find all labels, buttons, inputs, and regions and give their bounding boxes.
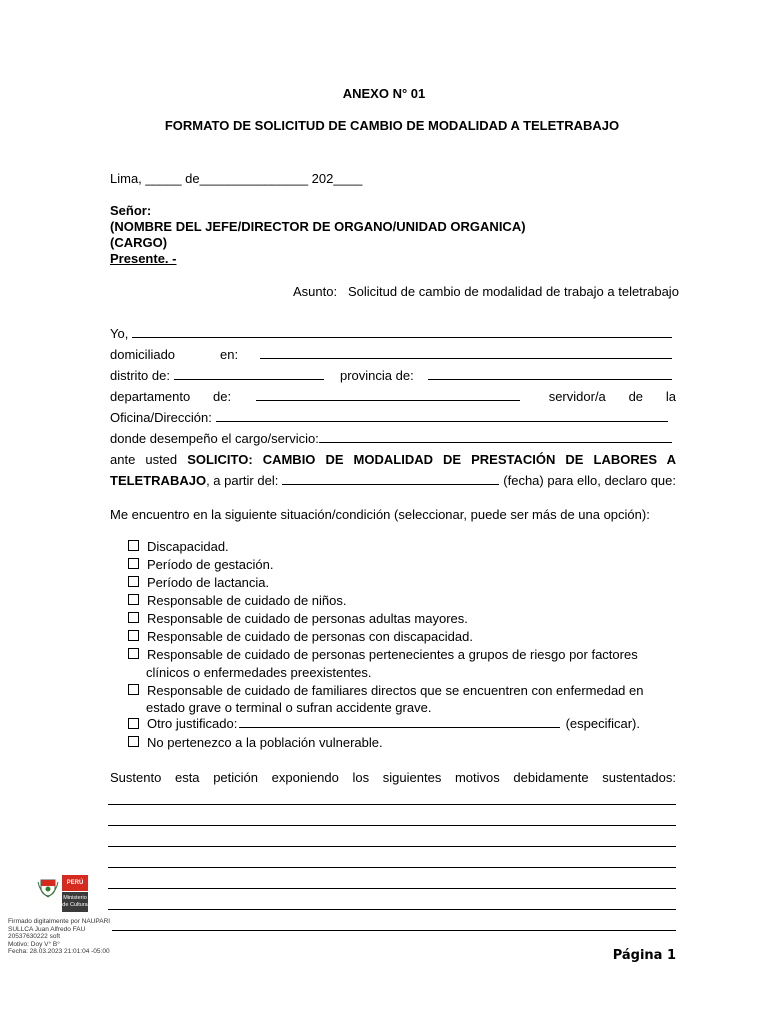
option-risk-groups-cont: clínicos o enfermedades preexistentes. — [146, 665, 372, 680]
option-family-cont: estado grave o terminal o sufran accidente grave. — [146, 700, 432, 715]
greeting: Señor: — [110, 203, 152, 218]
province-label: provincia de: — [339, 368, 414, 383]
boss-position: (CARGO) — [110, 235, 168, 250]
situation-intro: Me encuentro en la siguiente situación/condición (seleccionar, puede ser más de una opción): — [110, 507, 650, 522]
position-blank[interactable] — [319, 431, 672, 443]
de-word: de — [628, 389, 644, 404]
reason-line[interactable] — [108, 867, 676, 868]
name-blank[interactable] — [132, 326, 672, 338]
department-de: de: — [213, 389, 232, 404]
signature-line-4: Motivo: Doy V° B° — [8, 940, 60, 948]
coat-of-arms-icon — [36, 874, 60, 898]
checkbox[interactable] — [128, 558, 139, 569]
reason-line[interactable] — [108, 825, 676, 826]
subject-text: Solicitud de cambio de modalidad de trabajo a teletrabajo — [347, 284, 679, 299]
domicile-line — [110, 347, 676, 362]
telework-word: TELETRABAJO — [110, 473, 207, 488]
subject — [293, 284, 679, 299]
checkbox[interactable] — [128, 612, 139, 623]
yo-label: Yo, — [110, 326, 129, 341]
reason-line[interactable] — [112, 930, 676, 931]
subject-label: Asunto: — [293, 284, 338, 299]
signature-line-2: SULLCA Juan Alfredo FAU — [8, 925, 86, 933]
presente: Presente. - — [110, 251, 177, 266]
solicito-text: SOLICITO: CAMBIO DE MODALIDAD DE PRESTACIÓN DE LABORES A — [187, 452, 676, 467]
request-line — [110, 452, 676, 467]
option-disabled-care[interactable]: Responsable de cuidado de personas con discapacidad. — [128, 628, 473, 645]
option-elderly[interactable]: Responsable de cuidado de personas adultas mayores. — [128, 610, 468, 627]
reason-line[interactable] — [108, 909, 676, 910]
from-label: , a partir del: — [206, 473, 279, 488]
form-title: FORMATO DE SOLICITUD DE CAMBIO DE MODALIDAD A TELETRABAJO — [164, 118, 620, 133]
date-suffix: (fecha) para ello, declaro que: — [503, 473, 676, 488]
office-blank[interactable] — [216, 410, 668, 422]
option-family[interactable]: Responsable de cuidado de familiares directos que se encuentren con enfermedad en — [128, 682, 644, 699]
reason-line[interactable] — [108, 888, 676, 889]
checkbox[interactable] — [128, 630, 139, 641]
option-not-vulnerable[interactable]: No pertenezco a la población vulnerable. — [128, 734, 383, 751]
signature-line-5: Fecha: 28.03.2023 21:01:04 -05:00 — [8, 948, 110, 955]
district-line — [110, 368, 676, 383]
yo-line — [110, 326, 676, 341]
servidor-label: servidor/a — [548, 389, 606, 404]
signature-line-1: Firmado digitalmente por NAUPARI — [8, 918, 111, 925]
position-label: donde desempeño el cargo/servicio: — [110, 431, 319, 446]
page-number: Página 1 — [612, 948, 676, 963]
checkbox[interactable] — [128, 648, 139, 659]
en-label: en: — [220, 347, 239, 362]
option-disability[interactable]: Discapacidad. — [128, 538, 229, 555]
option-other[interactable]: Otro justificado: (especificar). — [128, 715, 640, 732]
checkbox[interactable] — [128, 684, 139, 695]
signature-line-3: 20537630222 soft — [8, 933, 61, 940]
district-label: distrito de: — [110, 368, 170, 383]
checkbox[interactable] — [128, 594, 139, 605]
department-label: departamento — [110, 389, 191, 404]
ministry-logo — [36, 872, 88, 914]
reason-line[interactable] — [108, 804, 676, 805]
peru-badge: PERÚ — [62, 875, 88, 891]
office-line — [110, 410, 676, 425]
date-line: Lima, _____ de_______________ 202____ — [110, 171, 363, 186]
sustento-line: Sustento esta petición exponiendo los siguientes motivos debidamente sustentados: — [110, 770, 676, 785]
department-blank[interactable] — [256, 389, 520, 401]
option-risk-groups[interactable]: Responsable de cuidado de personas pertenecientes a grupos de riesgo por factores — [128, 646, 638, 663]
district-blank[interactable] — [174, 368, 324, 380]
checkbox[interactable] — [128, 540, 139, 551]
checkbox[interactable] — [128, 718, 139, 729]
annex-title: ANEXO N° 01 — [342, 86, 426, 101]
date-blank[interactable] — [282, 473, 499, 485]
option-pregnancy[interactable]: Período de gestación. — [128, 556, 273, 573]
province-blank[interactable] — [428, 368, 672, 380]
domiciliado-label: domiciliado — [110, 347, 176, 362]
telework-line — [110, 473, 676, 488]
checkbox[interactable] — [128, 576, 139, 587]
other-blank[interactable] — [239, 715, 559, 728]
boss-name: (NOMBRE DEL JEFE/DIRECTOR DE ORGANO/UNIDAD ORGANICA) — [110, 219, 526, 234]
la-word: la — [665, 389, 676, 404]
option-lactation[interactable]: Período de lactancia. — [128, 574, 269, 591]
position-line — [110, 431, 676, 446]
checkbox[interactable] — [128, 736, 139, 747]
ante-label: ante usted — [110, 452, 178, 467]
department-line — [110, 389, 676, 404]
address-blank[interactable] — [260, 347, 672, 359]
reason-line[interactable] — [108, 846, 676, 847]
option-children[interactable]: Responsable de cuidado de niños. — [128, 592, 346, 609]
office-label: Oficina/Dirección: — [110, 410, 212, 425]
ministry-badge: Ministerio de Cultura — [62, 892, 88, 912]
